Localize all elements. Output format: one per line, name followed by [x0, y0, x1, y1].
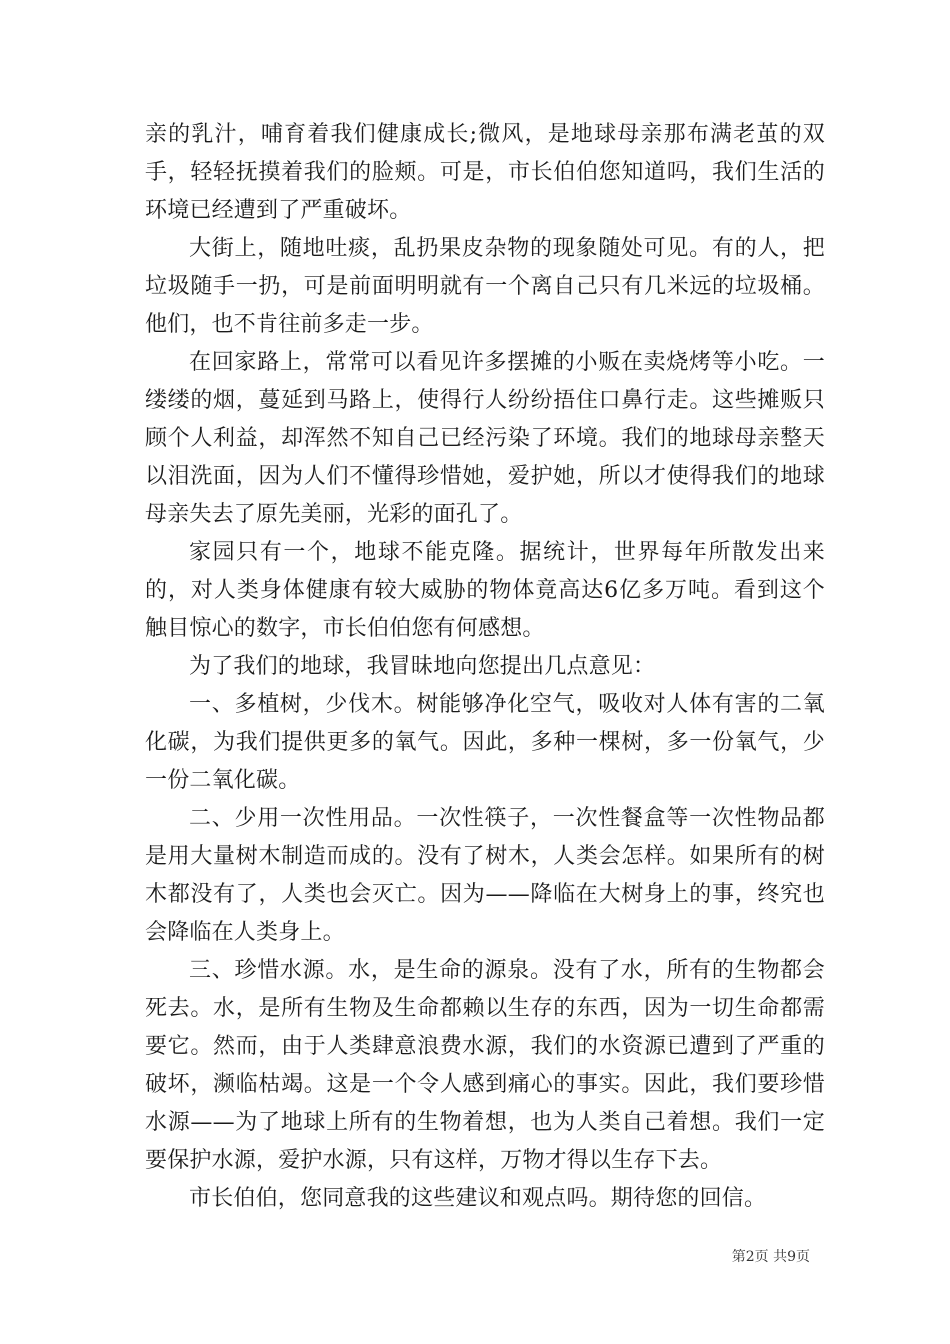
paragraph-suggestion-water: 三、珍惜水源。水，是生命的源泉。没有了水，所有的生物都会死去。水，是所有生物及生命都赖以生存的东西，因为一切生命都需要它。然而，由于人类肆意浪费水源，我们的水资源已遭到了严重的破坏，濒临枯竭。这是一个令人感到痛心的事实。因此，我们要珍惜水源——为了地球上所有的生物着想，也为人类自己着想。我们一定要保护水源，爱护水源，只有这样，万物才得以生存下去。: [145, 958, 825, 1173]
paragraph-suggestions-intro: 为了我们的地球，我冒昧地向您提出几点意见：: [189, 654, 656, 679]
paragraph-street-litter: 大街上，随地吐痰，乱扔果皮杂物的现象随处可见。有的人，把垃圾随手一扔，可是前面明明就有一个离自己只有几米远的垃圾桶。他们，也不肯往前多走一步。: [145, 236, 825, 337]
paragraph-vendors-smoke: 在回家路上，常常可以看见许多摆摊的小贩在卖烧烤等小吃。一缕缕的烟，蔓延到马路上，使得行人纷纷捂住口鼻行走。这些摊贩只顾个人利益，却浑然不知自己已经污染了环境。我们的地球母亲整天以泪洗面，因为人们不懂得珍惜她，爱护她，所以才使得我们的地球母亲失去了原先美丽，光彩的面孔了。: [145, 350, 825, 527]
paragraph-closing: 市长伯伯，您同意我的这些建议和观点吗。期待您的回信。: [189, 1186, 767, 1211]
paragraph-suggestion-trees: 一、多植树，少伐木。树能够净化空气，吸收对人体有害的二氧化碳，为我们提供更多的氧气。因此，多种一棵树，多一份氧气，少一份二氧化碳。: [145, 692, 825, 793]
paragraph-statistics: 家园只有一个，地球不能克隆。据统计，世界每年所散发出来的，对人类身体健康有较大威胁的物体竟高达6亿多万吨。看到这个触目惊心的数字，市长伯伯您有何感想。: [145, 540, 825, 641]
paragraph-suggestion-disposables: 二、少用一次性用品。一次性筷子，一次性餐盒等一次性物品都是用大量树木制造而成的。没有了树木，人类会怎样。如果所有的树木都没有了，人类也会灭亡。因为——降临在大树身上的事，终究也会降临在人类身上。: [145, 806, 825, 945]
letter-body: [145, 116, 825, 1218]
paragraph-continuation: 亲的乳汁，哺育着我们健康成长;微风，是地球母亲那布满老茧的双手，轻轻抚摸着我们的脸颊。可是，市长伯伯您知道吗，我们生活的环境已经遭到了严重破坏。: [145, 122, 825, 223]
page-number-footer: 第2页 共9页: [731, 1249, 810, 1265]
